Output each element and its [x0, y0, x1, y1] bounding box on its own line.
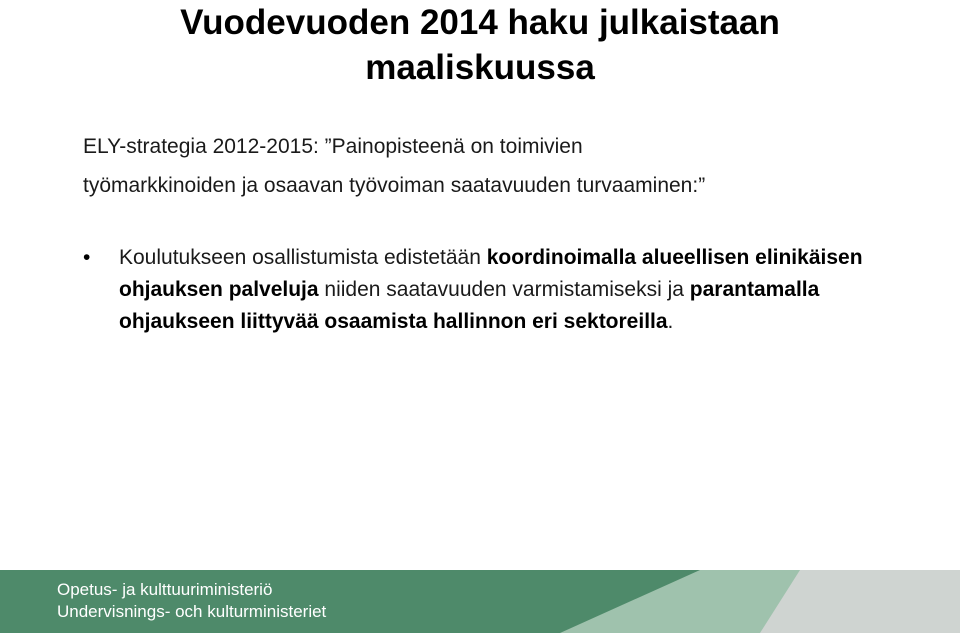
bullet-dot-icon: • [83, 246, 91, 269]
slide-title-line-1: Vuodevuoden 2014 haku julkaistaan [180, 3, 780, 42]
ministry-name-swedish: Undervisnings- och kulturministeriet [57, 602, 327, 621]
bullet-text [119, 242, 919, 338]
intro-line-2: työmarkkinoiden ja osaavan työvoiman saatavuuden turvaaminen:” [83, 174, 706, 197]
slide-title [60, 0, 900, 90]
intro-line-1: ELY-strategia 2012-2015: ”Painopisteenä on toimivien [83, 135, 583, 158]
bullet-segment-1: Koulutukseen osallistumista edistetään [119, 246, 487, 269]
bullet-segment-3: niiden saatavuuden varmistamiseksi ja [318, 278, 690, 301]
bullet-segment-2: koordinoimalla alueellisen elinikäisen ohjauksen palveluja [119, 246, 863, 301]
bullet-segment-5: . [667, 310, 674, 333]
ministry-name-finnish: Opetus- ja kulttuuriministeriö [57, 580, 273, 599]
slide-title-line-2: maaliskuussa [365, 48, 595, 87]
intro-text [83, 127, 943, 205]
bullet-segment-4: parantamalla ohjaukseen liittyvää osaamista hallinnon eri sektoreilla [119, 278, 820, 333]
ministry-logo-text [57, 579, 326, 623]
